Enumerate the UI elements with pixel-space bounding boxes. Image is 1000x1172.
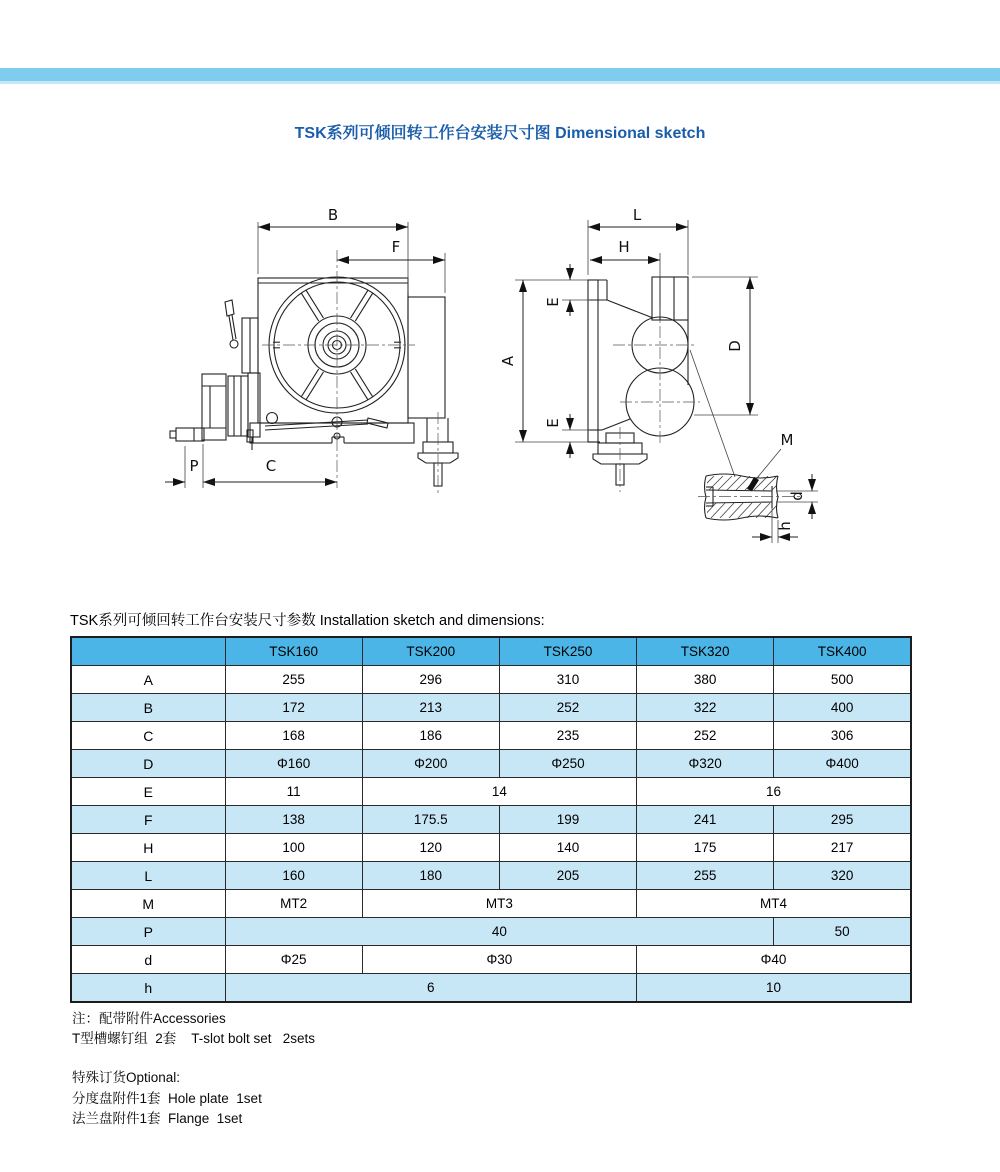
note-tslot-bolt-set: T型槽螺钉组 2套 T-slot bolt set 2sets	[72, 1031, 316, 1046]
table-cell: 500	[774, 666, 911, 694]
table-cell: 180	[362, 862, 499, 890]
table-row-label: M	[71, 890, 225, 918]
table-caption: TSK系列可倾回转工作台安装尺寸参数 Installation sketch and dimensions:	[70, 613, 545, 629]
table-row-label: B	[71, 694, 225, 722]
note-accessories: 注：配带附件Accessories	[72, 1011, 226, 1026]
table-row-label: F	[71, 806, 225, 834]
table-cell: 296	[362, 666, 499, 694]
table-cell: 40	[225, 918, 774, 946]
table-row	[71, 666, 911, 694]
dim-label-e-bottom: E	[544, 418, 562, 428]
table-row	[71, 694, 911, 722]
table-cell: MT2	[225, 890, 362, 918]
table-row-label: D	[71, 750, 225, 778]
table-cell: 235	[499, 722, 636, 750]
dim-label-l: L	[632, 206, 642, 224]
table-cell: 140	[499, 834, 636, 862]
table-cell: Φ400	[774, 750, 911, 778]
table-cell: MT3	[362, 890, 636, 918]
table-cell: 213	[362, 694, 499, 722]
table-row	[71, 750, 911, 778]
table-column-header: TSK160	[225, 637, 362, 666]
table-cell: 10	[637, 974, 911, 1003]
table-cell: 100	[225, 834, 362, 862]
dimensional-sketch	[0, 190, 1000, 570]
table-row	[71, 890, 911, 918]
table-cell: Φ200	[362, 750, 499, 778]
front-dimensions	[165, 206, 445, 488]
table-head	[71, 637, 911, 666]
table-cell: 199	[499, 806, 636, 834]
table-cell: 50	[774, 918, 911, 946]
dim-label-f: F	[391, 238, 401, 256]
dim-label-h-top: H	[618, 238, 630, 256]
table-body	[71, 666, 911, 1003]
table-row	[71, 974, 911, 1003]
detail-dimensions	[752, 431, 818, 543]
locking-lever	[265, 417, 388, 439]
side-dimensions	[499, 206, 758, 477]
table-cell: 6	[225, 974, 637, 1003]
table-cell: 120	[362, 834, 499, 862]
table-cell: 160	[225, 862, 362, 890]
table-cell: 205	[499, 862, 636, 890]
dimensions-table	[70, 636, 912, 1003]
table-cell: Φ320	[637, 750, 774, 778]
dim-label-c: C	[265, 457, 277, 475]
table-row	[71, 722, 911, 750]
table-row	[71, 946, 911, 974]
table-cell: 14	[362, 778, 636, 806]
table-cell: 295	[774, 806, 911, 834]
dim-label-e-top: E	[544, 297, 562, 307]
side-base-foot	[593, 427, 647, 492]
table-row-label: L	[71, 862, 225, 890]
table-cell: 11	[225, 778, 362, 806]
table-cell: 252	[499, 694, 636, 722]
note-flange: 法兰盘附件1套 Flange 1set	[72, 1111, 243, 1126]
table-cell: 400	[774, 694, 911, 722]
dim-label-d-small: d	[788, 491, 806, 501]
table-column-header: TSK250	[499, 637, 636, 666]
table-face	[262, 250, 415, 488]
table-cell: Φ30	[362, 946, 636, 974]
table-cell: 306	[774, 722, 911, 750]
front-view-drawing	[165, 206, 458, 493]
table-corner-cell	[71, 637, 225, 666]
table-cell: MT4	[637, 890, 911, 918]
table-cell: Φ25	[225, 946, 362, 974]
table-row-label: A	[71, 666, 225, 694]
table-cell: 217	[774, 834, 911, 862]
table-cell: 186	[362, 722, 499, 750]
table-cell: 168	[225, 722, 362, 750]
table-row	[71, 778, 911, 806]
table-cell: 322	[637, 694, 774, 722]
table-cell: Φ250	[499, 750, 636, 778]
dim-label-d-big: D	[726, 340, 744, 352]
table-cell: 320	[774, 862, 911, 890]
table-cell: 241	[637, 806, 774, 834]
table-cell: 255	[637, 862, 774, 890]
dim-label-a: A	[499, 355, 517, 367]
table-row	[71, 918, 911, 946]
page-title: TSK系列可倾回转工作台安装尺寸图 Dimensional sketch	[294, 125, 706, 142]
table-cell: 252	[637, 722, 774, 750]
table-row	[71, 806, 911, 834]
table-header-row	[71, 637, 911, 666]
table-row-label: P	[71, 918, 225, 946]
table-cell: 310	[499, 666, 636, 694]
table-row	[71, 862, 911, 890]
table-column-header: TSK320	[637, 637, 774, 666]
table-cell: 175.5	[362, 806, 499, 834]
handwheel-assembly	[170, 373, 278, 450]
table-row-label: C	[71, 722, 225, 750]
clamp-lever	[225, 300, 258, 373]
table-cell: 380	[637, 666, 774, 694]
front-body	[250, 278, 445, 444]
table-cell: 172	[225, 694, 362, 722]
table-cell: Φ160	[225, 750, 362, 778]
note-optional-title: 特殊订货Optional:	[72, 1070, 181, 1085]
dim-label-h-small: h	[776, 521, 794, 531]
table-row-label: H	[71, 834, 225, 862]
table-column-header: TSK200	[362, 637, 499, 666]
drawing-area	[0, 190, 1000, 570]
table-cell: 138	[225, 806, 362, 834]
table-row-label: d	[71, 946, 225, 974]
note-hole-plate: 分度盘附件1套 Hole plate 1set	[72, 1091, 262, 1106]
front-base-foot	[418, 412, 458, 493]
top-accent-bar	[0, 68, 1000, 84]
dim-label-m: M	[780, 431, 794, 449]
table-cell: Φ40	[637, 946, 911, 974]
table-cell: 16	[637, 778, 911, 806]
table-cell: 175	[637, 834, 774, 862]
dim-label-b: B	[327, 206, 339, 224]
table-row-label: E	[71, 778, 225, 806]
dim-label-p: P	[189, 457, 199, 475]
table-row	[71, 834, 911, 862]
table-column-header: TSK400	[774, 637, 911, 666]
bore-detail	[698, 431, 818, 543]
table-row-label: h	[71, 974, 225, 1003]
side-view-drawing	[499, 206, 758, 492]
table-cell: 255	[225, 666, 362, 694]
side-body	[588, 277, 700, 445]
